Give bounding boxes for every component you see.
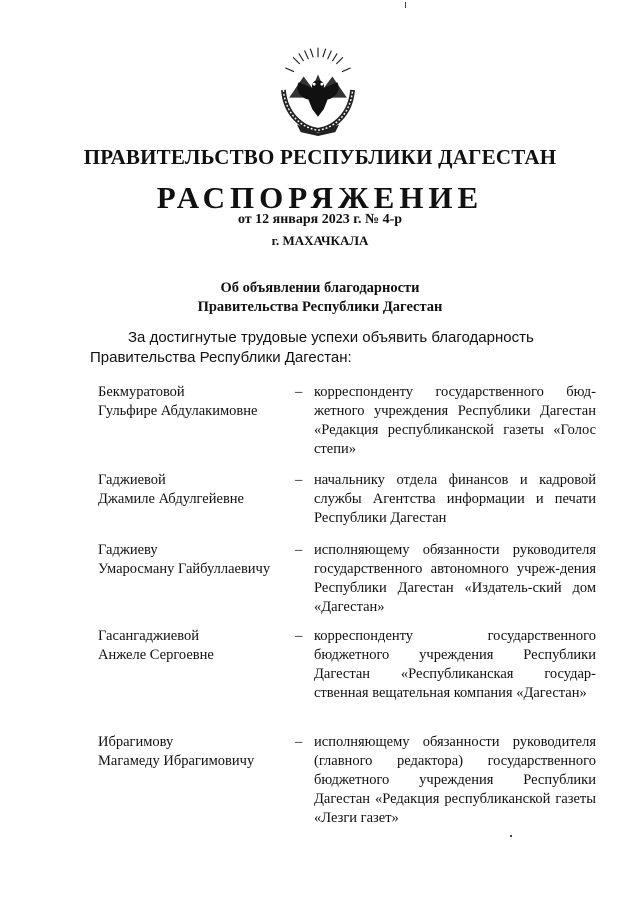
coat-of-arms-emblem (270, 40, 366, 136)
dash-separator: – (295, 542, 303, 558)
date-number: от 12 января 2023 г. № 4-р (237, 212, 403, 227)
recipient-name (98, 471, 288, 509)
recipient-name (98, 383, 288, 421)
scan-mark (510, 835, 512, 837)
subject-line-2: Правительства Республики Дагестан (197, 299, 443, 315)
subject-heading (0, 279, 640, 317)
recipient-given-name: Анжеле Сергоевне (98, 647, 214, 663)
scan-mark (405, 2, 406, 8)
recipient-surname: Гаджиевой (98, 472, 166, 488)
recipient-given-name: Гульфире Абдулакимовне (98, 403, 258, 419)
recipient-name (98, 541, 288, 579)
recipient-position: корреспонденту государственного бюджетного учреждения Республики Дагестан «Республиканская государ-ственная вещательная компания «Дагестан» (314, 628, 596, 701)
recipient-surname: Гасангаджиевой (98, 628, 199, 644)
recipient-given-name: Магамеду Ибрагимовичу (98, 753, 255, 769)
recipient-position: исполняющему обязанности руководителя государственного автономного учреж-дения Республики Дагестан «Издатель-ский дом «Дагестан» (314, 542, 596, 615)
recipient-surname: Бекмуратовой (98, 384, 185, 400)
dash-separator: – (295, 734, 303, 750)
recipient-name (98, 733, 288, 771)
recipient-position: корреспонденту государственного бюд-жетного учреждения Республики Дагестан «Редакция республиканской газеты «Голос степи» (314, 384, 596, 457)
dash-separator: – (295, 472, 303, 488)
dash-separator: – (295, 384, 303, 400)
city-name: г. МАХАЧКАЛА (271, 233, 369, 248)
document-type: РАСПОРЯЖЕНИЕ (156, 180, 484, 215)
recipient-surname: Гаджиеву (98, 542, 158, 558)
recipient-name (98, 627, 288, 665)
government-title: ПРАВИТЕЛЬСТВО РЕСПУБЛИКИ ДАГЕСТАН (83, 145, 557, 169)
recipient-position: начальнику отдела финансов и кадровой службы Агентства информации и печати Республики Дагестан (314, 472, 596, 526)
recipient-surname: Ибрагимову (98, 734, 174, 750)
intro-paragraph: За достигнутые трудовые успехи объявить благодарность Правительства Республики Дагестан: (90, 329, 534, 366)
recipient-position: исполняющему обязанности руководителя (главного редактора) государственного бюджетного учреждения Республики Дагестан «Редакция республиканской газеты «Лезги газет» (314, 734, 596, 826)
dash-separator: – (295, 628, 303, 644)
recipient-given-name: Джамиле Абдулгейевне (98, 491, 244, 507)
recipient-given-name: Умаросману Гайбуллаевичу (98, 561, 271, 577)
subject-line-1: Об объявлении благодарности (220, 280, 420, 296)
